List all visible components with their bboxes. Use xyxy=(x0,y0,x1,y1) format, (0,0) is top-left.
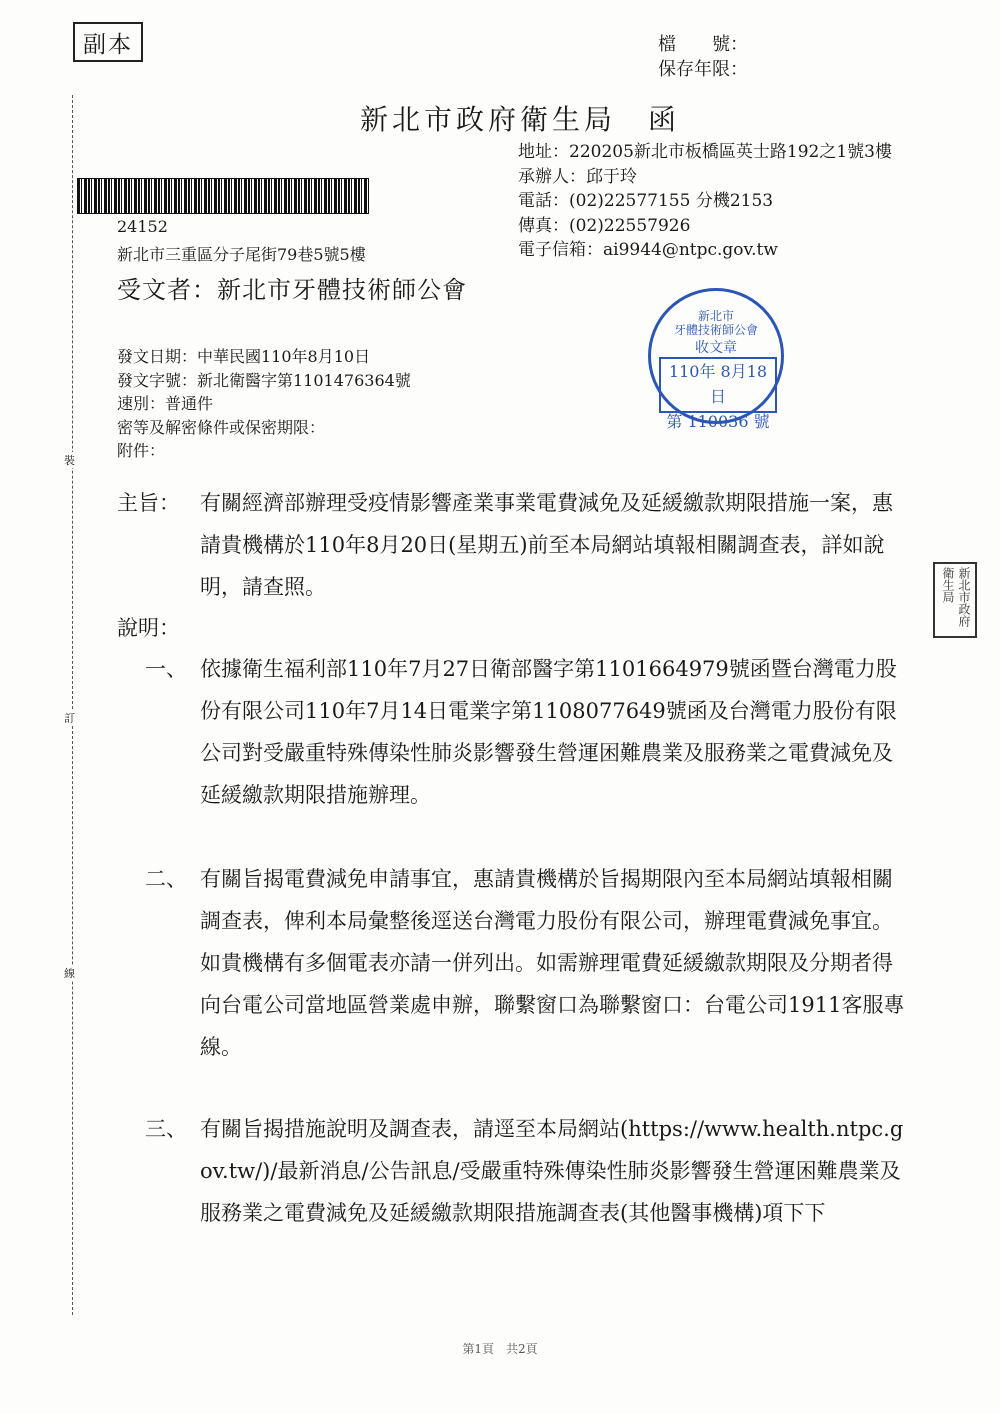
speed-class: 速別：普通件 xyxy=(117,394,214,413)
secrecy-level: 密等及解密條件或保密期限： xyxy=(117,417,326,437)
document-number: 發文字號：新北衛醫字第1101476364號 xyxy=(117,370,411,390)
barcode-image xyxy=(77,178,369,214)
issue-date: 發文日期：中華民國110年8月10日 xyxy=(117,347,371,366)
contact-address: 地址：220205新北市板橋區英士路192之1號3樓 xyxy=(518,142,892,162)
item-number: 二、 xyxy=(145,867,187,891)
mailing-zip: 24152 xyxy=(117,217,168,236)
binding-line xyxy=(72,95,73,1315)
item-text: 依據衛生福利部110年7月27日衛部醫字第1101664979號函暨台灣電力股份有限公司110年7月14日電業字第1108077649號函及台灣電力股份有限公司對受嚴重特殊傳染性肺炎影響發生營運困難農業及服務業之電費減免及延緩繳款期限措施辦理。 xyxy=(200,657,897,807)
contact-block xyxy=(518,140,892,263)
contact-email: 電子信箱：ai9944@ntpc.gov.tw xyxy=(518,240,778,260)
binding-mark-xian: 線 xyxy=(64,967,75,980)
document-meta xyxy=(117,345,411,463)
binding-mark-zhuang: 裝 xyxy=(64,454,75,467)
contact-handler: 承辦人：邱于玲 xyxy=(518,166,637,187)
recipient: 受文者：新北市牙體技術師公會 xyxy=(117,276,467,304)
item-number: 一、 xyxy=(145,657,187,681)
received-stamp xyxy=(648,288,784,431)
item-text: 有關旨揭電費減免申請事宜，惠請貴機構於旨揭期限內至本局網站填報相關調查表，俾利本局彙整後逕送台灣電力股份有限公司，辦理電費減免事宜。如貴機構有多個電表亦請一併列出。如需辦理電費延緩繳款期限及分期者得向台電公司當地區營業處申辦，聯繫窗口為聯繫窗口：台電公司1911客服專線。 xyxy=(200,867,905,1059)
stamp-number: 第 110036 號 xyxy=(666,412,770,431)
attachment: 附件： xyxy=(117,441,166,460)
subject-label: 主旨： xyxy=(117,491,180,515)
explanation-label: 說明： xyxy=(117,616,180,640)
stamp-org: 新北市 牙體技術師公會 xyxy=(673,309,758,337)
item-number: 三、 xyxy=(145,1117,187,1141)
copy-label: 副本 xyxy=(73,22,143,62)
stamp-date: 110年 8月18日 xyxy=(668,362,768,406)
file-number-label: 檔 號： xyxy=(658,34,748,55)
binding-mark-ding: 訂 xyxy=(64,712,75,725)
retention-period-label: 保存年限： xyxy=(658,59,748,80)
page-footer: 第1頁 共2頁 xyxy=(462,1342,538,1356)
item-text: 有關旨揭措施說明及調查表，請逕至本局網站(https://www.health.ntpc.gov.tw/)/最新消息/公告訊息/受嚴重特殊傳染性肺炎影響發生營運困難農業及服務業之電費減免及延緩繳款期限措施調查表(其他醫事機構)項下下 xyxy=(200,1117,904,1225)
contact-phone: 電話：(02)22577155 分機2153 xyxy=(518,191,774,211)
document-title: 新北市政府衛生局 函 xyxy=(359,103,680,136)
archive-info xyxy=(658,32,748,82)
mailing-address: 新北市三重區分子尾街79巷5號5樓 xyxy=(117,245,366,264)
stamp-box xyxy=(659,357,777,431)
contact-fax: 傳真：(02)22557926 xyxy=(518,215,691,236)
side-seal: 新北市政府衛生局 xyxy=(933,562,977,638)
stamp-label: 收文章 xyxy=(695,340,737,356)
subject-text: 有關經濟部辦理受疫情影響產業事業電費減免及延緩繳款期限措施一案，惠請貴機構於110年8月20日(星期五)前至本局網站填報相關調查表，詳如說明，請查照。 xyxy=(200,491,893,599)
